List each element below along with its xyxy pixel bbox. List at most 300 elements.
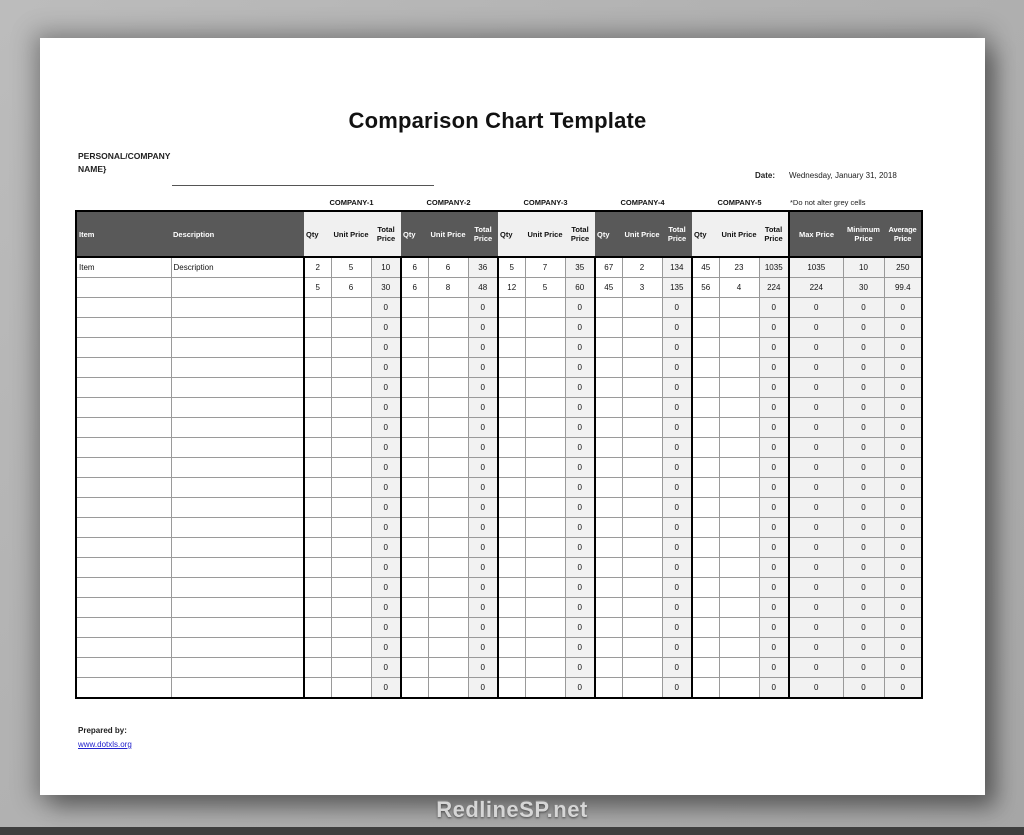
qty-cell: [401, 558, 428, 578]
item-cell: [76, 598, 171, 618]
qty-cell: [692, 498, 719, 518]
total-price-cell: 0: [468, 598, 498, 618]
description-cell: [171, 298, 304, 318]
unit-price-cell: [331, 618, 371, 638]
total-price-cell: 0: [759, 558, 789, 578]
total-price-header: Total Price: [468, 211, 498, 257]
table-row: [76, 518, 922, 538]
qty-cell: 56: [692, 278, 719, 298]
qty-cell: [595, 618, 622, 638]
unit-price-cell: [719, 678, 759, 699]
unit-price-header: Unit Price: [331, 211, 371, 257]
qty-cell: [401, 598, 428, 618]
qty-cell: [498, 478, 525, 498]
max-price-cell: 0: [789, 398, 843, 418]
total-price-cell: 0: [565, 298, 595, 318]
total-price-cell: 0: [565, 358, 595, 378]
total-price-cell: 0: [371, 538, 401, 558]
description-cell: [171, 658, 304, 678]
qty-cell: [595, 458, 622, 478]
total-price-cell: 0: [662, 338, 692, 358]
min-price-cell: 0: [843, 518, 884, 538]
qty-cell: [692, 398, 719, 418]
unit-price-cell: [719, 538, 759, 558]
qty-cell: [498, 658, 525, 678]
max-price-cell: 0: [789, 338, 843, 358]
total-price-cell: 0: [371, 358, 401, 378]
total-price-cell: 0: [662, 618, 692, 638]
total-price-cell: 0: [371, 478, 401, 498]
total-price-cell: 0: [662, 578, 692, 598]
max-price-cell: 0: [789, 458, 843, 478]
unit-price-cell: [331, 438, 371, 458]
description-cell: [171, 638, 304, 658]
qty-cell: [692, 618, 719, 638]
item-cell: [76, 638, 171, 658]
qty-cell: [498, 598, 525, 618]
item-cell: [76, 538, 171, 558]
total-price-cell: 0: [662, 438, 692, 458]
description-cell: [171, 458, 304, 478]
unit-price-cell: 6: [428, 257, 468, 278]
item-cell: [76, 318, 171, 338]
table-row: [76, 358, 922, 378]
unit-price-cell: [428, 678, 468, 699]
max-price-cell: 0: [789, 518, 843, 538]
table-row: [76, 398, 922, 418]
qty-cell: [595, 598, 622, 618]
description-cell: [171, 498, 304, 518]
qty-cell: [692, 318, 719, 338]
watermark-text: RedlineSP.net: [436, 797, 588, 822]
table-row: [76, 318, 922, 338]
item-header: Item: [76, 211, 171, 257]
min-price-cell: 0: [843, 458, 884, 478]
qty-cell: [304, 438, 331, 458]
unit-price-cell: [331, 578, 371, 598]
unit-price-cell: [331, 298, 371, 318]
total-price-cell: 0: [662, 398, 692, 418]
item-cell: [76, 278, 171, 298]
item-cell: [76, 398, 171, 418]
qty-cell: [304, 318, 331, 338]
qty-cell: [401, 578, 428, 598]
unit-price-cell: [331, 378, 371, 398]
unit-price-cell: [719, 618, 759, 638]
max-price-header: Max Price: [789, 211, 843, 257]
qty-cell: 2: [304, 257, 331, 278]
qty-cell: [401, 398, 428, 418]
unit-price-cell: 4: [719, 278, 759, 298]
total-price-cell: 0: [565, 338, 595, 358]
unit-price-cell: [719, 338, 759, 358]
total-price-cell: 0: [565, 578, 595, 598]
unit-price-cell: [525, 498, 565, 518]
unit-price-cell: [622, 498, 662, 518]
qty-cell: 67: [595, 257, 622, 278]
total-price-cell: 0: [759, 578, 789, 598]
qty-cell: 6: [401, 278, 428, 298]
qty-cell: 45: [595, 278, 622, 298]
qty-cell: [595, 318, 622, 338]
total-price-cell: 0: [468, 438, 498, 458]
qty-cell: [304, 398, 331, 418]
total-price-cell: 0: [371, 518, 401, 538]
total-price-cell: 0: [759, 438, 789, 458]
qty-cell: [595, 338, 622, 358]
total-price-cell: 0: [371, 438, 401, 458]
unit-price-cell: [428, 378, 468, 398]
min-price-cell: 0: [843, 338, 884, 358]
unit-price-cell: [525, 418, 565, 438]
unit-price-cell: [719, 358, 759, 378]
total-price-cell: 0: [759, 318, 789, 338]
qty-cell: [692, 378, 719, 398]
unit-price-cell: [428, 298, 468, 318]
max-price-cell: 0: [789, 578, 843, 598]
total-price-cell: 135: [662, 278, 692, 298]
document-page: [40, 38, 985, 795]
name-label: PERSONAL/COMPANY NAME}: [78, 151, 171, 174]
total-price-cell: 0: [759, 618, 789, 638]
total-price-cell: 0: [759, 458, 789, 478]
total-price-cell: 0: [468, 378, 498, 398]
qty-cell: [692, 438, 719, 458]
unit-price-cell: [719, 298, 759, 318]
qty-cell: [692, 358, 719, 378]
total-price-header: Total Price: [759, 211, 789, 257]
qty-cell: [304, 518, 331, 538]
table-row: [76, 598, 922, 618]
unit-price-cell: [719, 498, 759, 518]
unit-price-cell: [622, 438, 662, 458]
unit-price-cell: [622, 558, 662, 578]
qty-cell: [304, 498, 331, 518]
total-price-cell: 0: [468, 418, 498, 438]
qty-cell: [304, 338, 331, 358]
unit-price-cell: [331, 658, 371, 678]
max-price-cell: 0: [789, 558, 843, 578]
qty-cell: [595, 538, 622, 558]
total-price-cell: 0: [468, 538, 498, 558]
min-price-cell: 0: [843, 398, 884, 418]
avg-price-cell: 0: [884, 378, 922, 398]
min-price-cell: 0: [843, 578, 884, 598]
qty-cell: [595, 678, 622, 699]
unit-price-cell: [525, 458, 565, 478]
min-price-cell: 0: [843, 538, 884, 558]
avg-price-cell: 99.4: [884, 278, 922, 298]
minimum-price-header: Minimum Price: [843, 211, 884, 257]
min-price-cell: 0: [843, 678, 884, 699]
table-row: [76, 458, 922, 478]
unit-price-cell: [622, 538, 662, 558]
item-cell: [76, 458, 171, 478]
qty-cell: [595, 358, 622, 378]
avg-price-cell: 0: [884, 618, 922, 638]
unit-price-cell: [719, 478, 759, 498]
total-price-cell: 0: [759, 478, 789, 498]
total-price-cell: 0: [371, 458, 401, 478]
company-label: COMPANY-2: [426, 198, 471, 207]
qty-cell: [692, 658, 719, 678]
total-price-cell: 0: [371, 578, 401, 598]
item-cell: [76, 298, 171, 318]
unit-price-cell: [622, 638, 662, 658]
unit-price-cell: [622, 398, 662, 418]
qty-cell: 12: [498, 278, 525, 298]
unit-price-cell: [331, 318, 371, 338]
unit-price-cell: [331, 478, 371, 498]
total-price-cell: 0: [759, 518, 789, 538]
table-row: [76, 278, 922, 298]
table-row: [76, 378, 922, 398]
description-cell: [171, 418, 304, 438]
qty-cell: 6: [401, 257, 428, 278]
unit-price-cell: [428, 498, 468, 518]
unit-price-cell: [525, 538, 565, 558]
unit-price-cell: [331, 338, 371, 358]
description-cell: [171, 558, 304, 578]
table-row: [76, 418, 922, 438]
date-value: Wednesday, January 31, 2018: [789, 171, 897, 180]
table-row: [76, 257, 922, 278]
total-price-cell: 0: [759, 498, 789, 518]
unit-price-cell: [622, 378, 662, 398]
qty-cell: [692, 538, 719, 558]
total-price-cell: 0: [662, 498, 692, 518]
unit-price-cell: [622, 458, 662, 478]
unit-price-cell: [428, 658, 468, 678]
total-price-cell: 0: [468, 558, 498, 578]
total-price-cell: 0: [371, 638, 401, 658]
description-cell: [171, 518, 304, 538]
unit-price-header: Unit Price: [525, 211, 565, 257]
grey-cells-note: *Do not alter grey cells: [790, 198, 866, 207]
qty-cell: [401, 618, 428, 638]
avg-price-cell: 0: [884, 558, 922, 578]
qty-cell: [595, 298, 622, 318]
qty-cell: [692, 678, 719, 699]
unit-price-cell: [428, 438, 468, 458]
min-price-cell: 0: [843, 658, 884, 678]
prepared-by-link[interactable]: www.dotxls.org: [78, 740, 132, 749]
description-cell: [171, 318, 304, 338]
total-price-header: Total Price: [662, 211, 692, 257]
qty-cell: [595, 438, 622, 458]
unit-price-cell: [622, 678, 662, 699]
table-row: [76, 558, 922, 578]
item-cell: [76, 678, 171, 699]
qty-header: Qty: [401, 211, 428, 257]
description-cell: [171, 618, 304, 638]
table-row: [76, 438, 922, 458]
total-price-cell: 0: [468, 338, 498, 358]
unit-price-cell: [331, 638, 371, 658]
unit-price-cell: [622, 478, 662, 498]
unit-price-cell: [719, 658, 759, 678]
avg-price-cell: 0: [884, 578, 922, 598]
unit-price-cell: [428, 478, 468, 498]
table-row: [76, 298, 922, 318]
qty-cell: [401, 498, 428, 518]
qty-cell: [595, 558, 622, 578]
unit-price-cell: [525, 318, 565, 338]
total-price-cell: 0: [565, 478, 595, 498]
min-price-cell: 0: [843, 378, 884, 398]
unit-price-cell: [719, 378, 759, 398]
total-price-cell: 0: [662, 458, 692, 478]
min-price-cell: 0: [843, 638, 884, 658]
total-price-cell: 0: [468, 658, 498, 678]
table-row: [76, 338, 922, 358]
total-price-cell: 0: [759, 418, 789, 438]
item-cell: [76, 418, 171, 438]
date-label: Date:: [755, 171, 776, 180]
qty-cell: [595, 398, 622, 418]
qty-cell: [304, 538, 331, 558]
total-price-cell: 0: [662, 418, 692, 438]
qty-cell: [498, 558, 525, 578]
total-price-cell: 0: [759, 358, 789, 378]
qty-cell: [692, 298, 719, 318]
qty-cell: [401, 458, 428, 478]
table-row: [76, 658, 922, 678]
max-price-cell: 0: [789, 418, 843, 438]
unit-price-cell: [428, 338, 468, 358]
total-price-cell: 0: [759, 598, 789, 618]
total-price-cell: 0: [468, 638, 498, 658]
qty-cell: [401, 338, 428, 358]
qty-cell: 5: [498, 257, 525, 278]
total-price-cell: 1035: [759, 257, 789, 278]
avg-price-cell: 0: [884, 438, 922, 458]
item-cell: [76, 338, 171, 358]
total-price-cell: 0: [468, 678, 498, 699]
unit-price-cell: [719, 418, 759, 438]
prepared-by-label: Prepared by:: [78, 726, 127, 735]
avg-price-cell: 0: [884, 338, 922, 358]
avg-price-cell: 0: [884, 678, 922, 699]
company-label: COMPANY-5: [717, 198, 762, 207]
unit-price-cell: [428, 518, 468, 538]
qty-cell: [401, 318, 428, 338]
qty-cell: [498, 678, 525, 699]
qty-cell: [304, 298, 331, 318]
unit-price-cell: [331, 678, 371, 699]
unit-price-cell: [622, 598, 662, 618]
qty-cell: [595, 638, 622, 658]
unit-price-cell: [525, 598, 565, 618]
qty-cell: [304, 578, 331, 598]
unit-price-cell: [622, 418, 662, 438]
unit-price-cell: [331, 538, 371, 558]
unit-price-cell: [428, 638, 468, 658]
qty-cell: [401, 298, 428, 318]
unit-price-cell: [719, 318, 759, 338]
total-price-cell: 0: [468, 518, 498, 538]
qty-cell: [692, 338, 719, 358]
avg-price-cell: 0: [884, 298, 922, 318]
total-price-cell: 0: [759, 658, 789, 678]
unit-price-cell: [719, 638, 759, 658]
qty-cell: [692, 418, 719, 438]
qty-cell: [304, 638, 331, 658]
unit-price-cell: [622, 658, 662, 678]
min-price-cell: 0: [843, 418, 884, 438]
qty-cell: [304, 418, 331, 438]
min-price-cell: 10: [843, 257, 884, 278]
total-price-cell: 0: [662, 678, 692, 699]
total-price-cell: 0: [662, 558, 692, 578]
description-cell: [171, 578, 304, 598]
unit-price-header: Unit Price: [428, 211, 468, 257]
qty-header: Qty: [304, 211, 331, 257]
avg-price-cell: 0: [884, 478, 922, 498]
unit-price-cell: [428, 458, 468, 478]
total-price-cell: 0: [565, 318, 595, 338]
qty-header: Qty: [692, 211, 719, 257]
unit-price-cell: [719, 518, 759, 538]
qty-cell: [498, 378, 525, 398]
qty-cell: [595, 498, 622, 518]
qty-cell: [595, 578, 622, 598]
total-price-cell: 0: [371, 398, 401, 418]
unit-price-cell: [331, 518, 371, 538]
total-price-cell: 35: [565, 257, 595, 278]
qty-cell: [304, 558, 331, 578]
qty-cell: [595, 378, 622, 398]
total-price-cell: 60: [565, 278, 595, 298]
unit-price-cell: [428, 578, 468, 598]
avg-price-cell: 0: [884, 498, 922, 518]
unit-price-cell: [331, 598, 371, 618]
qty-cell: [498, 578, 525, 598]
qty-cell: [304, 658, 331, 678]
total-price-cell: 0: [565, 458, 595, 478]
max-price-cell: 0: [789, 538, 843, 558]
unit-price-cell: 5: [525, 278, 565, 298]
qty-cell: [595, 418, 622, 438]
item-cell: [76, 618, 171, 638]
total-price-cell: 0: [371, 598, 401, 618]
company-header-row: [75, 195, 921, 210]
total-price-cell: 0: [759, 678, 789, 699]
qty-cell: [498, 518, 525, 538]
qty-cell: [304, 358, 331, 378]
max-price-cell: 0: [789, 658, 843, 678]
min-price-cell: 0: [843, 358, 884, 378]
total-price-cell: 0: [371, 618, 401, 638]
total-price-header: Total Price: [565, 211, 595, 257]
qty-cell: [692, 458, 719, 478]
max-price-cell: 0: [789, 598, 843, 618]
qty-cell: [692, 578, 719, 598]
total-price-cell: 0: [662, 298, 692, 318]
unit-price-cell: [331, 498, 371, 518]
unit-price-cell: [428, 598, 468, 618]
max-price-cell: 0: [789, 378, 843, 398]
qty-cell: [401, 378, 428, 398]
unit-price-cell: [525, 298, 565, 318]
unit-price-cell: [525, 578, 565, 598]
unit-price-cell: [622, 298, 662, 318]
unit-price-cell: [525, 378, 565, 398]
total-price-cell: 0: [662, 358, 692, 378]
total-price-cell: 0: [468, 478, 498, 498]
avg-price-cell: 0: [884, 598, 922, 618]
description-cell: [171, 338, 304, 358]
